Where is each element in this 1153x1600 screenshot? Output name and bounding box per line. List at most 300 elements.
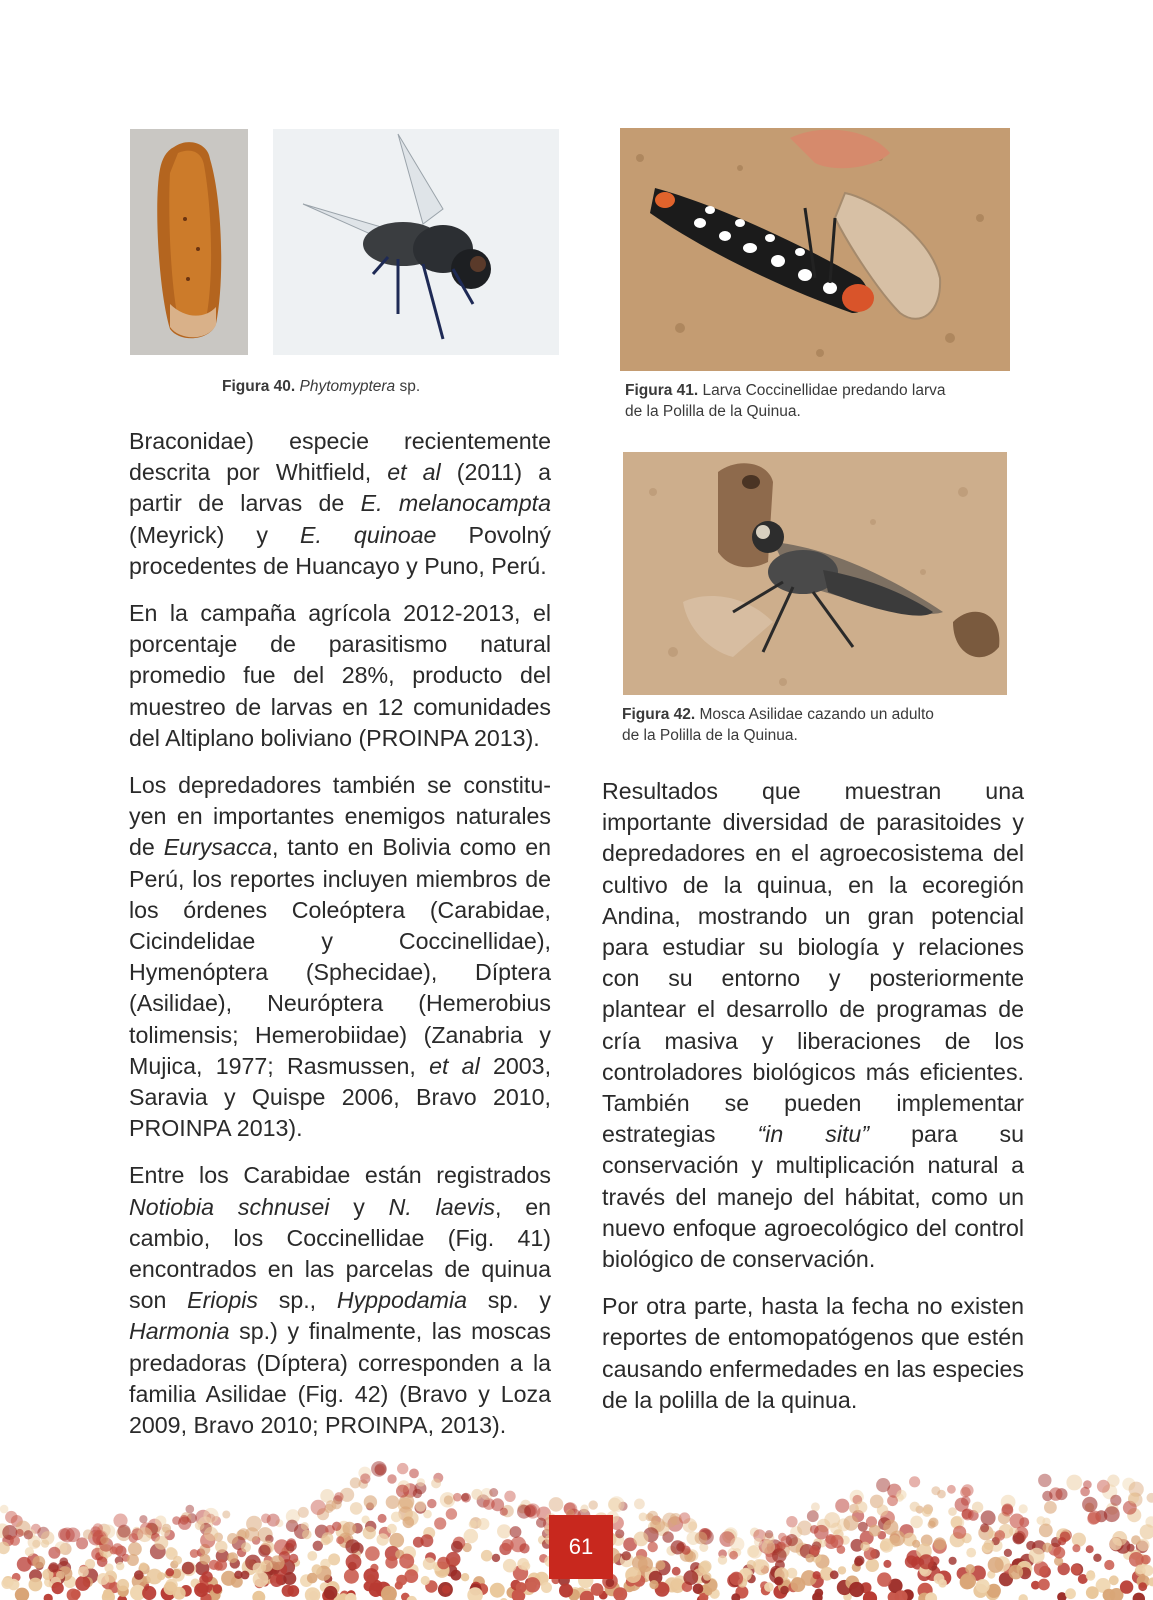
quinoa-grain [477,1518,489,1530]
quinoa-grain [1044,1501,1057,1514]
quinoa-grain [301,1522,309,1530]
robber-fly-photo [623,452,1007,695]
figure-40-caption: Figura 40. Phytomyptera sp. [222,378,421,395]
quinoa-grain [287,1538,297,1548]
quinoa-grain [363,1526,376,1539]
quinoa-grain [415,1501,426,1512]
quinoa-grain [215,1541,227,1553]
quinoa-grain [1,1578,12,1589]
quinoa-grain [860,1542,870,1552]
quinoa-grain [876,1478,890,1492]
quinoa-grain [830,1535,843,1548]
quinoa-grain [186,1505,195,1514]
quinoa-grain [858,1522,868,1532]
quinoa-grain [324,1586,338,1600]
quinoa-grain [387,1474,396,1483]
quinoa-grain [252,1591,265,1600]
quinoa-grain [396,1485,409,1498]
quinoa-grain [241,1542,251,1552]
quinoa-grain [502,1539,514,1551]
quinoa-grain [910,1502,920,1512]
quinoa-grain [934,1537,947,1550]
quinoa-grain [100,1536,109,1545]
quinoa-grain [517,1505,531,1519]
left-column [129,426,551,1457]
quinoa-grain [32,1556,45,1569]
quinoa-grain [446,1508,457,1519]
quinoa-grain [267,1514,280,1527]
quinoa-grain [258,1545,270,1557]
quinoa-grain [877,1572,891,1586]
quinoa-grain [155,1536,169,1550]
quinoa-grain [559,1584,573,1598]
page-number: 61 [549,1515,613,1579]
quinoa-grain [104,1563,113,1572]
quinoa-grain [953,1526,966,1539]
quinoa-grain [0,1505,8,1514]
quinoa-grain [615,1529,624,1538]
quinoa-grain [461,1573,469,1581]
quinoa-grain [929,1518,939,1528]
quinoa-grain [919,1554,934,1569]
quinoa-grain [988,1557,1004,1573]
quinoa-grain [786,1534,798,1546]
quinoa-grain [203,1508,218,1523]
quinoa-grain [492,1554,500,1562]
quinoa-grain [883,1520,898,1535]
quinoa-grain [345,1539,359,1553]
quinoa-grain [807,1510,819,1522]
quinoa-grain [451,1541,463,1553]
quinoa-grain [849,1582,864,1597]
quinoa-grain [813,1571,821,1579]
quinoa-grain [609,1496,625,1512]
quinoa-grain [962,1509,972,1519]
quinoa-grain [591,1583,604,1596]
quinoa-grain [961,1496,971,1506]
quinoa-grain [346,1554,362,1570]
quinoa-grain [1140,1524,1153,1539]
quinoa-grain [1110,1495,1121,1506]
quinoa-grain [754,1538,762,1546]
quinoa-grain [965,1564,975,1574]
quinoa-grain [866,1559,879,1572]
quinoa-grain [1097,1480,1110,1493]
quinoa-grain [431,1478,441,1488]
quinoa-grain [307,1551,317,1561]
quinoa-grain [389,1533,404,1548]
quinoa-grain [960,1487,971,1498]
quinoa-grain [774,1577,782,1585]
quinoa-grain [510,1526,522,1538]
quinoa-grain [1042,1491,1052,1501]
quinoa-grain [375,1463,387,1475]
quinoa-grain [173,1587,186,1600]
quinoa-grain [1072,1533,1086,1547]
quinoa-grain [15,1588,29,1600]
quinoa-grain [173,1556,182,1565]
quinoa-grain [49,1562,59,1572]
quinoa-grain [910,1516,923,1529]
quinoa-grain [397,1463,408,1474]
quinoa-grain [241,1571,250,1580]
quinoa-grain [29,1578,43,1592]
quinoa-grain [1086,1571,1096,1581]
quinoa-grain [1082,1497,1097,1512]
quinoa-grain [1086,1545,1094,1553]
quinoa-grain [194,1583,208,1597]
quinoa-grain [948,1507,957,1516]
quinoa-grain [25,1547,34,1556]
quinoa-grain [549,1497,564,1512]
quinoa-grain [157,1572,165,1580]
quinoa-grain [519,1543,529,1553]
quinoa-grain [730,1537,744,1551]
quinoa-grain [307,1573,318,1584]
quinoa-grain [1053,1547,1065,1559]
quinoa-grain [625,1567,641,1583]
quinoa-grain [464,1529,479,1544]
quinoa-grain [1012,1532,1024,1544]
quinoa-grain [504,1491,515,1502]
quinoa-grain [213,1584,223,1594]
quinoa-grain [695,1532,708,1545]
quinoa-grain [221,1571,236,1586]
quinoa-grain [580,1505,588,1513]
quinoa-grain [1065,1588,1076,1599]
quinoa-grain [639,1513,648,1522]
quinoa-grain [489,1488,498,1497]
quinoa-grain [1019,1594,1028,1600]
quinoa-grain [838,1566,846,1574]
quinoa-grain [972,1502,983,1513]
quinoa-grain [227,1533,238,1544]
quinoa-grain [835,1499,849,1513]
quinoa-grain [137,1527,152,1542]
quinoa-grain [525,1577,540,1592]
quinoa-grain [656,1560,666,1570]
quinoa-grain [634,1499,645,1510]
quinoa-grain [387,1524,397,1534]
quinoa-grain [461,1493,469,1501]
quinoa-grain [887,1495,898,1506]
quinoa-grain [350,1502,363,1515]
quinoa-grain [976,1579,990,1593]
quinoa-grain [541,1582,552,1593]
quinoa-grain [16,1529,24,1537]
quinoa-grain [662,1513,677,1528]
quinoa-grain [491,1498,504,1511]
quinoa-grain [417,1478,425,1486]
quinoa-grain [1038,1579,1050,1591]
quinoa-grain [24,1530,33,1539]
quinoa-grain [56,1571,65,1580]
quinoa-grain [60,1557,69,1566]
quinoa-grain [83,1529,93,1539]
quinoa-grain [622,1551,631,1560]
quinoa-grain [201,1571,212,1582]
quinoa-grain [747,1560,756,1569]
paragraph: Resultados que muestran una importante diversidad de parasitoides y depredadores en el agroecosistema del cultivo de la quinua, en la ecoregión Andina, mostrando un gran potencial para estudiar su biología y relaciones con su entorno y posteriormente plantear el desarrollo de programas de cría masiva y liberaciones de los controladores biológicos más eficientes. También se pueden implementar estrategias “in situ” para su conservación y multiplicación natural a través del manejo del hábitat, como un nuevo enfoque agroecológico del control biológico de conservación. [602,778,1024,1273]
quinoa-grain [377,1533,389,1545]
quinoa-grain [44,1594,53,1600]
quinoa-grain [786,1516,797,1527]
quinoa-grain [1133,1593,1145,1600]
quinoa-grain [1087,1512,1099,1524]
quinoa-grain [662,1531,673,1542]
quinoa-grain [1093,1554,1101,1562]
quinoa-grain [386,1495,400,1509]
quinoa-grain [298,1507,309,1518]
quinoa-grain [949,1557,957,1565]
quinoa-grain [58,1528,70,1540]
quinoa-grain [118,1525,131,1538]
quinoa-grain [139,1562,148,1571]
quinoa-grain [497,1524,511,1538]
quinoa-grain [195,1521,205,1531]
quinoa-grain [683,1570,698,1585]
quinoa-grain [1131,1535,1141,1545]
quinoa-grain [503,1559,517,1573]
quinoa-grain [446,1552,461,1567]
quinoa-grain [931,1486,940,1495]
quinoa-grain [41,1531,55,1545]
figure-41-caption: Figura 41. Larva Coccinellidae predando larva de la Polilla de la Quinua. [625,382,946,420]
quinoa-grain [693,1584,704,1595]
quinoa-grain [490,1583,505,1598]
quinoa-grain [182,1562,195,1575]
quinoa-grain [1071,1564,1082,1575]
quinoa-grain [261,1560,273,1572]
quinoa-grain [166,1568,174,1576]
quinoa-grain [1138,1582,1147,1591]
figure-42-caption: Figura 42. Mosca Asilidae cazando un adulto de la Polilla de la Quinua. [622,706,934,744]
quinoa-grain [797,1521,812,1536]
quinoa-grain [48,1547,60,1559]
quinoa-grain [332,1522,341,1531]
quinoa-grain [129,1533,139,1543]
quinoa-grain [365,1546,380,1561]
quinoa-grain [1058,1537,1066,1545]
quinoa-grain [606,1578,615,1587]
quinoa-grain [427,1499,436,1508]
quinoa-grain [204,1527,218,1541]
quinoa-grain [222,1511,230,1519]
quinoa-grain [1080,1487,1090,1497]
quinoa-grain [110,1546,118,1554]
quinoa-grain [336,1536,344,1544]
quinoa-grain [302,1530,312,1540]
quinoa-grain [343,1522,357,1536]
quinoa-grain [1127,1544,1135,1552]
quinoa-grain [399,1554,414,1569]
quinoa-grain [190,1549,199,1558]
quinoa-grain [127,1554,139,1566]
quinoa-grain [638,1557,653,1572]
quinoa-grain [369,1583,383,1597]
quinoa-grain [117,1579,129,1591]
quinoa-grain [883,1560,891,1568]
quinoa-grain [311,1500,326,1515]
quinoa-grain [162,1524,171,1533]
quinoa-grain [97,1573,109,1585]
quinoa-grain [1004,1549,1012,1557]
quinoa-grain [116,1562,124,1570]
coccinellid-larva-photo [620,128,1010,371]
quinoa-grain [1002,1504,1013,1515]
quinoa-grain [811,1502,820,1511]
quinoa-grain [364,1495,377,1508]
quinoa-grain [324,1504,333,1513]
quinoa-grain [981,1510,996,1525]
quinoa-grain [289,1554,298,1563]
quinoa-grain [869,1525,881,1537]
quinoa-grain [434,1517,446,1529]
quinoa-grain [403,1517,415,1529]
quinoa-grain [780,1586,789,1595]
quinoa-grain [396,1575,407,1586]
quinoa-grain [469,1520,477,1528]
quinoa-grain [245,1527,259,1541]
quinoa-grain [1037,1516,1046,1525]
quinoa-grain [5,1511,17,1523]
paragraph: Entre los Carabidae están registrados Notiobia schnusei y N. laevis, en cambio, los Coccinellidae (Fig. 41) encontrados en las parcelas de quinua son Eriopis sp., Hyppodamia sp. y Harmonia sp.) y finalmente, las moscas predadoras (Díptera) corresponden a la familia Asilidae (Fig. 42) (Bravo y Loza 2009, Bravo 2010; PROINPA, 2013). [129,1162,551,1439]
quinoa-grain [679,1512,690,1523]
quinoa-grain [286,1520,298,1532]
quinoa-grain [649,1580,658,1589]
quinoa-grain [52,1582,64,1594]
paragraph: Por otra parte, hasta la fecha no existen reportes de entomopatógenos que estén causando enfermedades en las especies de la polilla de la quinua. [602,1293,1024,1413]
quinoa-grain [703,1572,711,1580]
quinoa-grain [980,1523,989,1532]
quinoa-grain [1039,1524,1053,1538]
quinoa-grain [718,1555,727,1564]
quinoa-grain [1104,1560,1114,1570]
paragraph: Los depredadores también se constituyen en importantes enemigos naturales de Eurysacca, tanto en Bolivia como en Perú, los reportes incluyen miembros de los órdenes Coleóptera (Carabidae, Cicindelidae y Coccinellidae), Hymenóptera (Sphecidae), Díptera (Asilidae), Neuróptera (Hemerobius tolimensis; Hemerobiidae) (Zanabria y Mujica, 1977; Rasmussen, et al 2003, Saravia y Quispe 2006, Bravo 2010, PROINPA 2013). [129,772,552,1142]
quinoa-grain [282,1585,294,1597]
quinoa-grain [1135,1565,1145,1575]
quinoa-grain [791,1577,806,1592]
quinoa-grain [322,1532,334,1544]
quinoa-grain [385,1556,397,1568]
quinoa-grain [938,1579,947,1588]
quinoa-grain [1066,1475,1082,1491]
quinoa-grain [134,1570,144,1580]
quinoa-grain [704,1587,712,1595]
quinoa-grain [270,1574,283,1587]
quinoa-grain [1129,1552,1144,1567]
quinoa-grain [1010,1514,1025,1529]
quinoa-grain [912,1540,920,1548]
quinoa-grain [984,1540,994,1550]
quinoa-grain [409,1469,419,1479]
quinoa-grain [1086,1586,1099,1599]
quinoa-grain [730,1572,744,1586]
quinoa-grain [824,1512,840,1528]
quinoa-grain [378,1514,387,1523]
quinoa-grain [200,1554,211,1565]
quinoa-grain [814,1525,829,1540]
quinoa-grain [172,1516,181,1525]
quinoa-grain [1019,1504,1028,1513]
quinoa-grain [142,1586,156,1600]
quinoa-grain [78,1566,89,1577]
quinoa-grain [671,1540,685,1554]
quinoa-grain [764,1582,774,1592]
quinoa-grain [10,1536,20,1546]
quinoa-grain [453,1493,462,1502]
quinoa-grain [451,1570,462,1581]
quinoa-grain [648,1542,658,1552]
quinoa-grain [1009,1565,1024,1580]
quinoa-grain [481,1550,493,1562]
quinoa-grain [830,1570,839,1579]
quinoa-grain [364,1568,379,1583]
quinoa-grain [995,1530,1006,1541]
quinoa-grain [1120,1580,1133,1593]
quinoa-grain [634,1532,649,1547]
quinoa-grain [344,1569,359,1584]
quinoa-grain [877,1505,888,1516]
quinoa-grain [778,1533,786,1541]
paragraph: En la campaña agrícola 2012-2013, el porcentaje de parasitismo natural promedio fue del 28%, producto del muestreo de larvas en 12 comunidades del Altiplano boliviano (PROINPA 2013). [129,600,551,751]
quinoa-grain [423,1557,436,1570]
quinoa-grain [93,1523,103,1533]
quinoa-grain [960,1573,976,1589]
quinoa-grain [413,1489,422,1498]
paragraph: Braconidae) especie recientemente descrita por Whitfield, et al (2011) a partir de larvas de E. melanocampta (Meyrick) y E. quinoae Povolný procedentes de Huancayo y Puno, Perú. [129,428,552,579]
quinoa-grain [843,1516,858,1531]
quinoa-grain [1147,1493,1153,1503]
quinoa-grain [444,1495,453,1504]
quinoa-grain [809,1546,819,1556]
quinoa-grain [729,1551,738,1560]
quinoa-grain [909,1476,920,1487]
quinoa-grain [922,1507,932,1517]
quinoa-grain [516,1582,527,1593]
quinoa-grain [166,1547,176,1557]
quinoa-grain [1042,1543,1052,1553]
quinoa-grain [747,1546,759,1558]
quinoa-grain [1072,1544,1080,1552]
quinoa-grain [1128,1493,1139,1504]
quinoa-grain [442,1585,451,1594]
quinoa-grain [772,1548,787,1563]
quinoa-grain [855,1501,867,1513]
right-column [602,776,1024,1432]
quinoa-grain [75,1576,90,1591]
quinoa-grain [253,1571,269,1587]
quinoa-grain [227,1552,238,1563]
quinoa-grain [517,1558,529,1570]
quinoa-grain [947,1485,956,1494]
quinoa-grain [334,1492,343,1501]
quinoa-grain [1038,1474,1051,1487]
quinoa-grain [421,1576,430,1585]
quinoa-grain [536,1518,546,1528]
quinoa-grain [421,1534,434,1547]
quinoa-grain [765,1530,773,1538]
quinoa-grain [139,1515,147,1523]
quinoa-grain [814,1589,823,1598]
quinoa-grain [672,1567,681,1576]
quinoa-grain [391,1512,402,1523]
quinoa-grain [855,1556,865,1566]
quinoa-grain [589,1500,598,1509]
quinoa-grain [1104,1506,1120,1522]
quinoa-grain [1109,1538,1122,1551]
quinoa-grain [128,1542,142,1556]
